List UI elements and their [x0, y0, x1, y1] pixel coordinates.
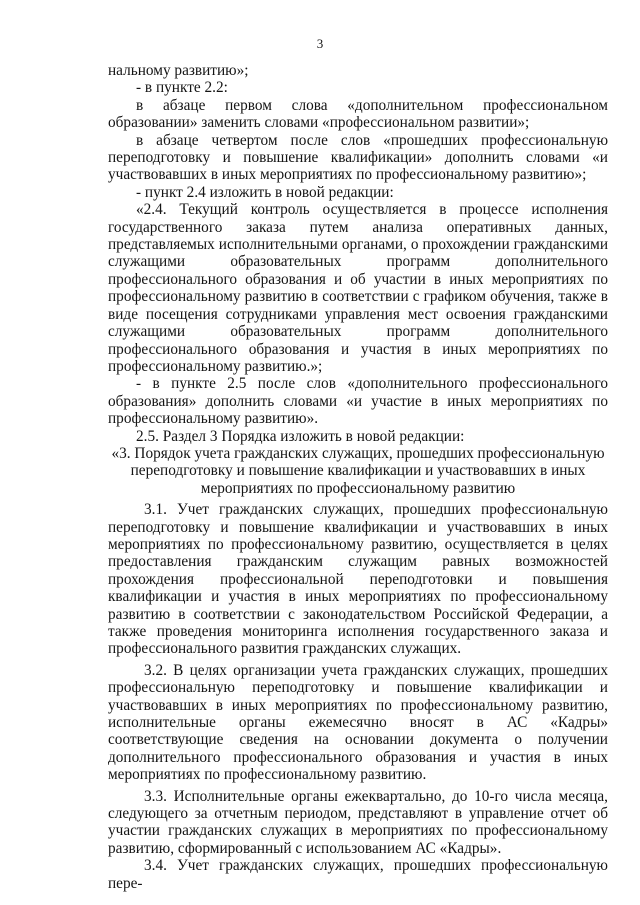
paragraph-3-4: 3.4. Учет гражданских служащих, прошедших профессиональную пере-: [108, 857, 608, 892]
paragraph-item-2-5: - в пункте 2.5 после слов «дополнительного профессионального образования» дополнить словами «и участие в иных мероприятиях по профессиональному развитию».: [108, 375, 608, 428]
paragraph-continuation: нальному развитию»;: [108, 62, 249, 79]
paragraph-item-2-2: - в пункте 2.2:: [136, 79, 228, 97]
paragraph-3-2: 3.2. В целях организации учета гражданских служащих, прошедших профессиональную переподготовку и повышение квалификации и участвовавших в иных мероприятиях по профессиональному развитию, исполнительные органы ежемесячно вносят в АС «Кадры» соответствующие сведения на основании документа о получении дополнительного профессионального образования и участия в иных мероприятиях по профессиональному развитию.: [108, 661, 608, 784]
paragraph-amend-first: в абзаце первом слова «дополнительном профессиональном образовании» заменить словами «профессиональном развитии»;: [108, 96, 608, 132]
paragraph-section-2-5: 2.5. Раздел 3 Порядка изложить в новой редакции:: [136, 427, 465, 445]
paragraph-amend-fourth: в абзаце четвертом после слов «прошедших профессиональную переподготовку и повышение квалификации» дополнить словами «и участвовавших в иных мероприятиях по профессиональному развитию»;: [108, 131, 608, 184]
paragraph-3-3: 3.3. Исполнительные органы ежеквартально, до 10-го числа месяца, следующего за отчетным периодом, представляют в управление отчет об участии гражданских служащих в мероприятиях по профессиональному развитию, сформированный с использованием АС «Кадры».: [108, 787, 608, 857]
paragraph-item-2-4-text: «2.4. Текущий контроль осуществляется в процессе исполнения государственного заказа путем анализа оперативных данных, представляемых исполнительными органами, о прохождении гражданскими служащими образовательных программ дополнительного профессионального образования и об участии в иных мероприятиях по профессиональному развитию в соответствии с графиком обучения, также в виде посещения сотрудниками управления мест освоения гражданскими служащими образовательных программ дополнительного профессионального образования и участия в иных мероприятиях по профессиональному развитию.»;: [108, 201, 608, 375]
paragraph-item-2-4-intro: - пункт 2.4 изложить в новой редакции:: [136, 183, 394, 201]
section-3-heading: «3. Порядок учета гражданских служащих, прошедших профессиональную переподготовку и повышение квалификации и участвовавших в иных мероприятиях по профессиональному развитию: [111, 444, 605, 497]
paragraph-3-1: 3.1. Учет гражданских служащих, прошедших профессиональную переподготовку и повышение квалификации и участвовавших в иных мероприятиях по профессиональному развитию, осуществляется в целях предоставления гражданским служащим равных возможностей прохождения профессиональной переподготовки и повышения квалификации и участия в иных мероприятиях по профессиональному развитию в соответствии с законодательством Российской Федерации, а также проведения мониторинга исполнения государственного заказа и профессионального развития гражданских служащих.: [108, 501, 608, 658]
document-body: [108, 62, 608, 892]
page-number: 3: [316, 36, 324, 51]
